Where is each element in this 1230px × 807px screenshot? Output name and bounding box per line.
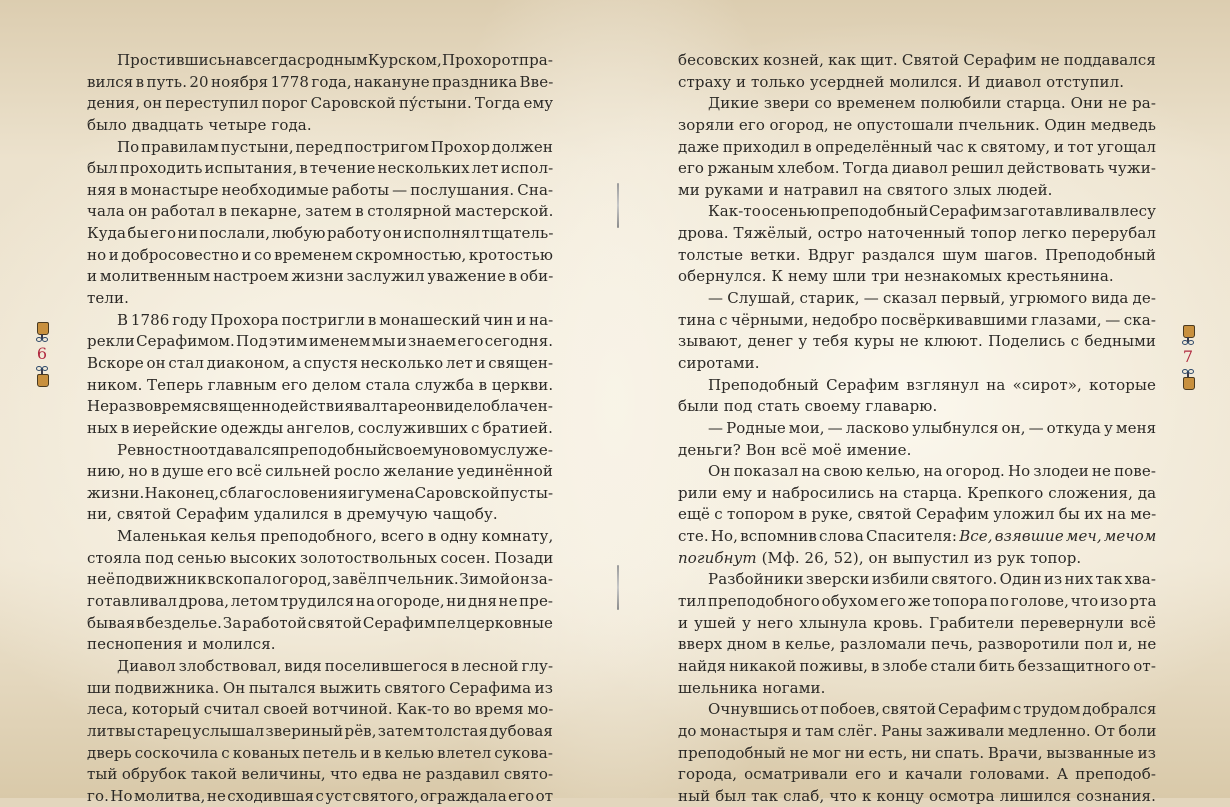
text-line [678,288,1156,310]
text-line [87,678,553,700]
line-text: дрова. Тяжёлый, остро наточенный топор легко перерубал [678,224,1156,243]
line-text: зоряли его огород, не опустошали пчельник. Один медведь [678,115,1156,134]
line-text: Разбойники зверски избили святого. Один из них так хва- [708,570,1156,589]
text-line [87,137,553,159]
line-text: даже приходил в определённый час к святому, и тот угощал [678,137,1156,156]
text-line [678,461,1156,483]
line-text: Маленькая келья преподобного, всего в одну комнату, [117,527,554,546]
line-text: По правилам пустыни, перед постригом Прохор должен [117,137,553,156]
binding-stitch-top [617,183,619,228]
line-text: было двадцать четыре года. [87,115,312,134]
line-text: — Родные мои, — ласково улыбнулся он, — откуда у меня [708,418,1157,437]
line-text: Как-то осенью преподобный Серафим заготавливал в лесу [708,202,1157,221]
text-line [678,504,1156,526]
text-line [678,93,1156,115]
line-text: жизни. Наконец, с благословения игумена Саровской пусты- [87,483,554,502]
text-line [678,223,1156,245]
text-line [678,699,1156,721]
text-line [87,158,553,180]
line-text: зывают, денег у тебя куры не клюют. Поделись с бедными [678,332,1156,351]
line-text: стояла под сенью высоких золотоствольных сосен. Позади [87,548,554,567]
line-text: Он показал на свою келью, на огород. Но злодеи не пове- [708,462,1156,481]
line-text: неё подвижник вскопал огород, завёл пчельник. Зимой он за- [87,570,553,589]
line-text: вился в путь. 20 ноября 1778 года, накануне праздника Вве- [87,72,554,91]
text-line [87,699,553,721]
line-text: (Мф. 26, 52), он выпустил из рук топор. [756,548,1082,567]
line-text: нию, но в душе его всё сильней росло желание уединённой [87,462,553,481]
text-line [87,483,553,505]
text-line [678,418,1156,440]
line-text: готавливал дрова, летом трудился на огороде, ни дня не пре- [87,592,554,611]
page-number: 6 [36,344,48,363]
text-line [678,721,1156,743]
binding-stitch-bottom [617,565,619,610]
text-line [87,115,553,137]
line-text: ещё с топором в руке, святой Серафим уложил бы их на ме- [678,505,1157,524]
line-text: Простившись навсегда с родным Курском, Прохор отпра- [117,51,553,69]
text-line [678,331,1156,353]
text-line [678,440,1156,462]
line-text: дения, он переступил порог Саровской пу́стыни. Тогда ему [87,94,554,113]
line-text: бывая в безделье. За работой святой Серафим пел церковные [87,613,554,632]
left-page-text [87,50,553,807]
text-line [87,50,553,72]
line-text: ми руками и натравил на святого злых людей. [678,180,1053,199]
text-line [678,613,1156,635]
bell-ornament-icon [1182,325,1194,347]
line-text: его ржаным хлебом. Тогда диавол решил действовать чужи- [678,159,1156,178]
line-text: рили ему и набросились на старца. Крепкого сложения, да [678,483,1157,502]
bell-ornament-icon [36,364,48,386]
line-text: Не раз во время священнодействия в алтаре он видел облачен- [87,397,554,416]
text-line [87,331,553,353]
line-text: вверх дном в келье, разломали печь, разворотили пол и, не [678,635,1157,654]
text-line [87,764,553,786]
line-text: песнопения и молился. [87,635,276,654]
text-line [678,353,1156,375]
line-text: ных в иерейские одежды ангелов, сослуживших с братией. [87,418,553,437]
line-text: тил преподобного обухом его же топора по голове, что изо рта [678,592,1157,611]
text-line [678,786,1156,807]
line-text: но и добросовестно и со временем скромностью, кротостью [87,245,553,264]
text-line [678,678,1156,700]
line-text: деньги? Вон всё моё имение. [678,440,912,459]
line-text: рекли Серафимом. Под этим именем мы и знаем его сегодня. [87,332,554,351]
text-line [87,721,553,743]
text-line [678,245,1156,267]
line-text: — Слушай, старик, — сказал первый, угрюмого вида де- [708,289,1156,308]
line-text: тый обрубок такой величины, что едва не раздавил свято- [87,765,554,784]
text-line [87,266,553,288]
text-line [87,504,553,526]
quote-italic: погибнут [678,548,757,567]
text-line [87,310,553,332]
line-text: Преподобный Серафим взглянул на «сирот», которые [708,375,1156,394]
text-line [678,764,1156,786]
text-line [678,266,1156,288]
text-line [678,634,1156,656]
line-text: Диавол злобствовал, видя поселившегося в лесной глу- [117,656,554,675]
line-text: дверь соскочила с кованых петель и в келью влетел сукова- [87,743,553,762]
line-text: преподобный не мог ни есть, ни спать. Врачи, вызванные из [678,743,1157,762]
line-text: найдя никакой поживы, в злобе стали бить беззащитного от- [678,656,1156,675]
text-line [87,743,553,765]
text-line [678,743,1156,765]
page-number: 7 [1182,347,1194,366]
line-text: тина с чёрными, недобро посвёркивавшими глазами, — ска- [678,310,1156,329]
line-text: Куда бы его ни послали, любую работу он исполнял тщатель- [87,224,554,243]
line-text: ши подвижника. Он пытался выжить святого Серафима из [87,678,553,697]
text-line [87,786,553,807]
text-line [678,158,1156,180]
line-text: ный был так слаб, что к концу осмотра лишился сознания. [678,786,1156,805]
text-line [678,396,1156,418]
line-text: были под стать своему главарю. [678,397,938,416]
text-line [87,569,553,591]
text-line [87,591,553,613]
line-text: Очнувшись от побоев, святой Серафим с трудом добрался [708,700,1157,719]
line-text: няя в монастыре необходимые работы — послушания. Сна- [87,180,554,199]
line-text: страху и только усердней молился. И диавол отступил. [678,72,1125,91]
line-text: ником. Теперь главным его делом стала служба в церкви. [87,375,554,394]
text-line [87,288,553,310]
line-text: В 1786 году Прохора постригли в монашеский чин и на- [117,310,554,329]
text-line [87,353,553,375]
line-text: сте. Но, вспомнив слова Спасителя: [678,527,960,546]
line-text: го. Но молитва, не сходившая с уст святого, ограждала его от [87,786,554,805]
quote-italic: Все, взявшие меч, мечом [959,527,1157,546]
text-line [678,50,1156,72]
text-line [87,201,553,223]
text-line [678,591,1156,613]
text-line [87,418,553,440]
text-line [678,548,1156,570]
text-line [87,634,553,656]
text-line [87,93,553,115]
line-text: толстые ветки. Вдруг раздался шум шагов. Преподобный [678,245,1156,264]
line-text: литвы старец услышал звериный рёв, затем толстая дубовая [87,721,553,740]
left-page-number-block [30,322,54,386]
text-line [678,115,1156,137]
text-line [87,72,553,94]
text-line [678,375,1156,397]
text-line [678,569,1156,591]
text-line [87,223,553,245]
line-text: и молитвенным настроем жизни заслужил уважение в оби- [87,267,554,286]
bell-ornament-icon [36,322,48,344]
text-line [678,310,1156,332]
text-line [87,440,553,462]
line-text: чала он работал в пекарне, затем в столярной мастерской. [87,202,554,221]
text-line [678,483,1156,505]
line-text: Дикие звери со временем полюбили старца. Они не ра- [708,94,1156,113]
text-line [87,180,553,202]
text-line [678,526,1156,548]
text-line [678,656,1156,678]
text-line [678,137,1156,159]
text-line [678,72,1156,94]
text-line [87,375,553,397]
line-text: был проходить испытания, в течение нескольких лет испол- [87,159,554,178]
line-text: тели. [87,289,129,308]
line-text: и ушей у него хлынула кровь. Грабители перевернули всё [678,613,1156,632]
text-line [678,180,1156,202]
text-line [87,526,553,548]
line-text: Вскоре он стал диаконом, а спустя несколько лет и священ- [87,353,554,372]
text-line [87,656,553,678]
text-line [87,396,553,418]
line-text: города, осматривали его и качали головами. А преподоб- [678,765,1156,784]
right-page-number-block [1176,325,1200,389]
line-text: Ревностно отдавался преподобный своему новому служе- [117,440,553,459]
line-text: леса, который считал своей вотчиной. Как-то во время мо- [87,700,554,719]
text-line [87,461,553,483]
text-line [87,245,553,267]
line-text: бесовских козней, как щит. Святой Серафим не поддавался [678,51,1156,69]
line-text: до монастыря и там слёг. Раны заживали медленно. От боли [678,721,1157,740]
line-text: ни, святой Серафим удалился в дремучую чащобу. [87,505,498,524]
text-line [87,613,553,635]
line-text: шельника ногами. [678,678,826,697]
line-text: сиротами. [678,353,760,372]
right-page-text [678,50,1156,807]
text-line [87,548,553,570]
text-line [678,201,1156,223]
line-text: обернулся. К нему шли три незнакомых крестьянина. [678,267,1114,286]
bell-ornament-icon [1182,367,1194,389]
